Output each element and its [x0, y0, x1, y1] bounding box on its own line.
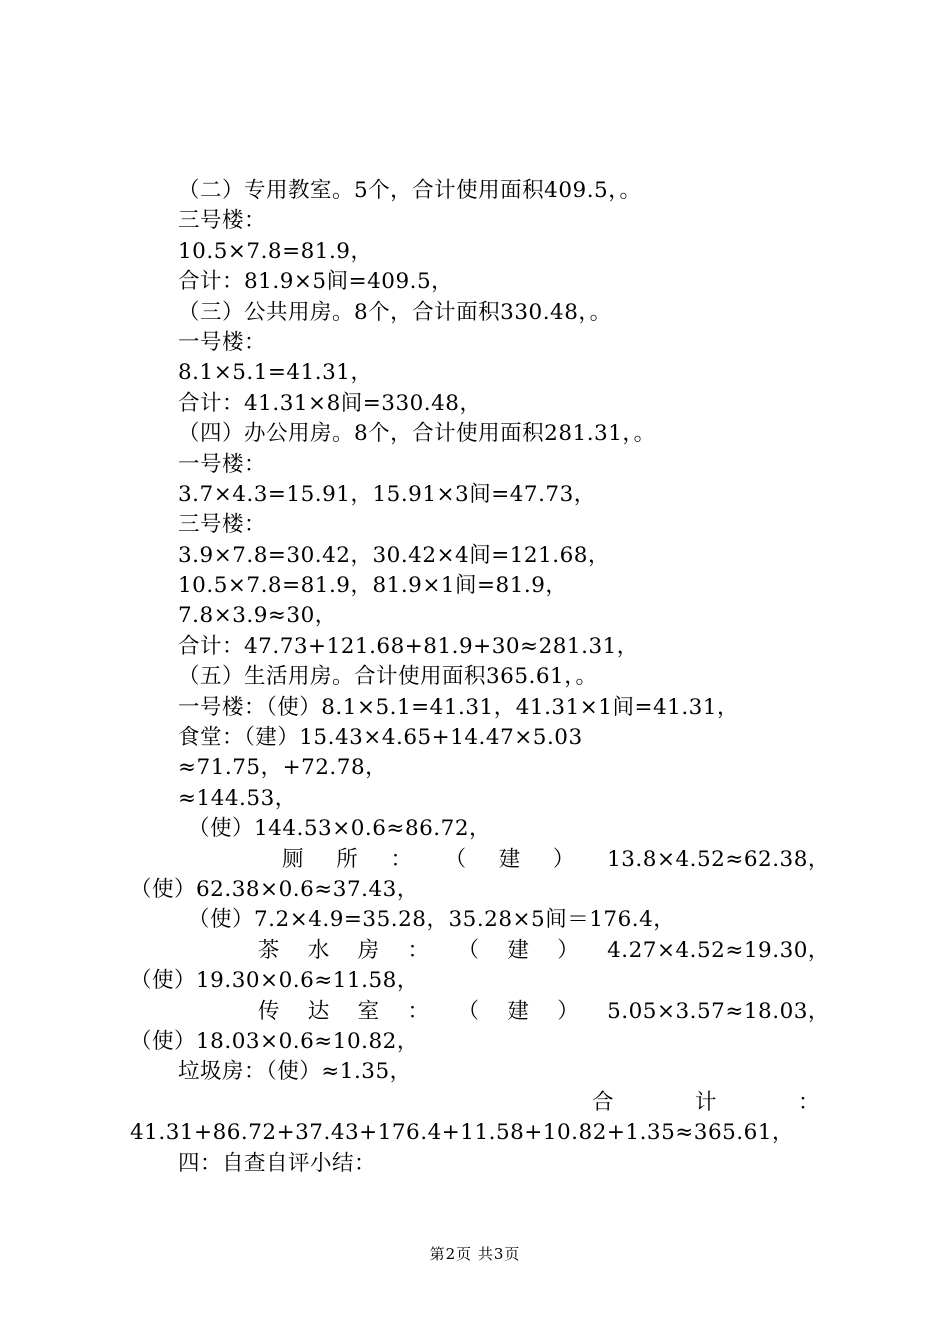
- guard-room-formula: 5.05×3.57≈18.03，: [607, 998, 830, 1024]
- guard-room-char: 传: [257, 998, 280, 1024]
- building-label: 三号楼：: [178, 512, 267, 538]
- toilet-use-line: （使）62.38×0.6≈37.43，: [130, 876, 419, 902]
- calc-line: 3.7×4.3=15.91，15.91×3间=47.73，: [178, 481, 596, 507]
- calc-line: 一号楼：（使）8.1×5.1=41.31，41.31×1间=41.31，: [178, 694, 740, 720]
- guard-room-line: [130, 997, 830, 1027]
- guard-room-char: ：: [407, 998, 430, 1024]
- guard-room-char: （: [457, 998, 480, 1024]
- garbage-room-line: 垃圾房：（使）≈1.35，: [178, 1059, 412, 1085]
- total-char: 计: [694, 1089, 717, 1115]
- guard-room-char: 室: [357, 998, 380, 1024]
- guard-room-char: ）: [557, 998, 580, 1024]
- calc-line: （使）7.2×4.9=35.28，35.28×5间＝176.4，: [188, 907, 676, 933]
- canteen-line: 食堂：（建）15.43×4.65+14.47×5.03: [178, 725, 583, 751]
- page-footer: 第2页 共3页: [429, 1245, 521, 1263]
- building-label: 一号楼：: [178, 451, 267, 477]
- toilet-line: [130, 845, 830, 875]
- calc-line: 10.5×7.8=81.9，: [178, 238, 373, 264]
- tea-room-use-line: （使）19.30×0.6≈11.58，: [130, 968, 419, 994]
- calc-line: （使）144.53×0.6≈86.72，: [188, 816, 492, 842]
- toilet-char: （: [444, 846, 467, 872]
- toilet-char: 所: [336, 846, 359, 872]
- total-char: 合: [592, 1089, 615, 1115]
- subtotal-line: 合计：41.31×8间=330.48，: [178, 390, 482, 416]
- calc-line: 3.9×7.8=30.42，30.42×4间=121.68，: [178, 542, 610, 568]
- tea-room-char: 水: [307, 937, 330, 963]
- section-heading-5: （五）生活用房。合计使用面积365.61，。: [178, 664, 598, 690]
- tea-room-char: ）: [557, 937, 580, 963]
- guard-room-use-line: （使）18.03×0.6≈10.82，: [130, 1028, 419, 1054]
- building-label: 三号楼：: [178, 208, 267, 234]
- calc-line: ≈144.53，: [178, 785, 297, 811]
- toilet-formula: 13.8×4.52≈62.38，: [607, 846, 830, 872]
- total-char: ：: [797, 1089, 820, 1115]
- calc-line: 10.5×7.8=81.9，81.9×1间=81.9，: [178, 573, 568, 599]
- calc-line: 7.8×3.9≈30，: [178, 603, 337, 629]
- document-body: [130, 176, 830, 1179]
- total-label-line: [130, 1088, 830, 1118]
- subtotal-line: 合计：47.73+121.68+81.9+30≈281.31，: [178, 633, 639, 659]
- tea-room-char: 茶: [257, 937, 280, 963]
- guard-room-char: 达: [307, 998, 330, 1024]
- toilet-char: 建: [498, 846, 521, 872]
- section-heading-3: （三）公共用房。8个，合计面积330.48，。: [178, 299, 612, 325]
- toilet-char: 厕: [282, 846, 305, 872]
- tea-room-char: ：: [407, 937, 430, 963]
- guard-room-char: 建: [507, 998, 530, 1024]
- section-heading-2: （二）专用教室。5个，合计使用面积409.5，。: [178, 178, 642, 203]
- tea-room-formula: 4.27×4.52≈19.30，: [607, 937, 830, 963]
- toilet-char: ）: [552, 846, 575, 872]
- total-label: [592, 1088, 820, 1118]
- calc-line: 8.1×5.1=41.31，: [178, 360, 373, 386]
- summary-heading: 四：自查自评小结：: [178, 1150, 377, 1176]
- calc-line: ≈71.75，+72.78，: [178, 755, 388, 781]
- tea-room-line: [130, 936, 830, 966]
- tea-room-char: 建: [507, 937, 530, 963]
- tea-room-char: （: [457, 937, 480, 963]
- building-label: 一号楼：: [178, 329, 267, 355]
- total-formula-line: 41.31+86.72+37.43+176.4+11.58+10.82+1.35≈365.61，: [130, 1120, 795, 1146]
- section-heading-4: （四）办公用房。8个，合计使用面积281.31，。: [178, 421, 656, 447]
- tea-room-char: 房: [357, 937, 380, 963]
- toilet-char: ：: [390, 846, 413, 872]
- subtotal-line: 合计：81.9×5间=409.5，: [178, 269, 454, 295]
